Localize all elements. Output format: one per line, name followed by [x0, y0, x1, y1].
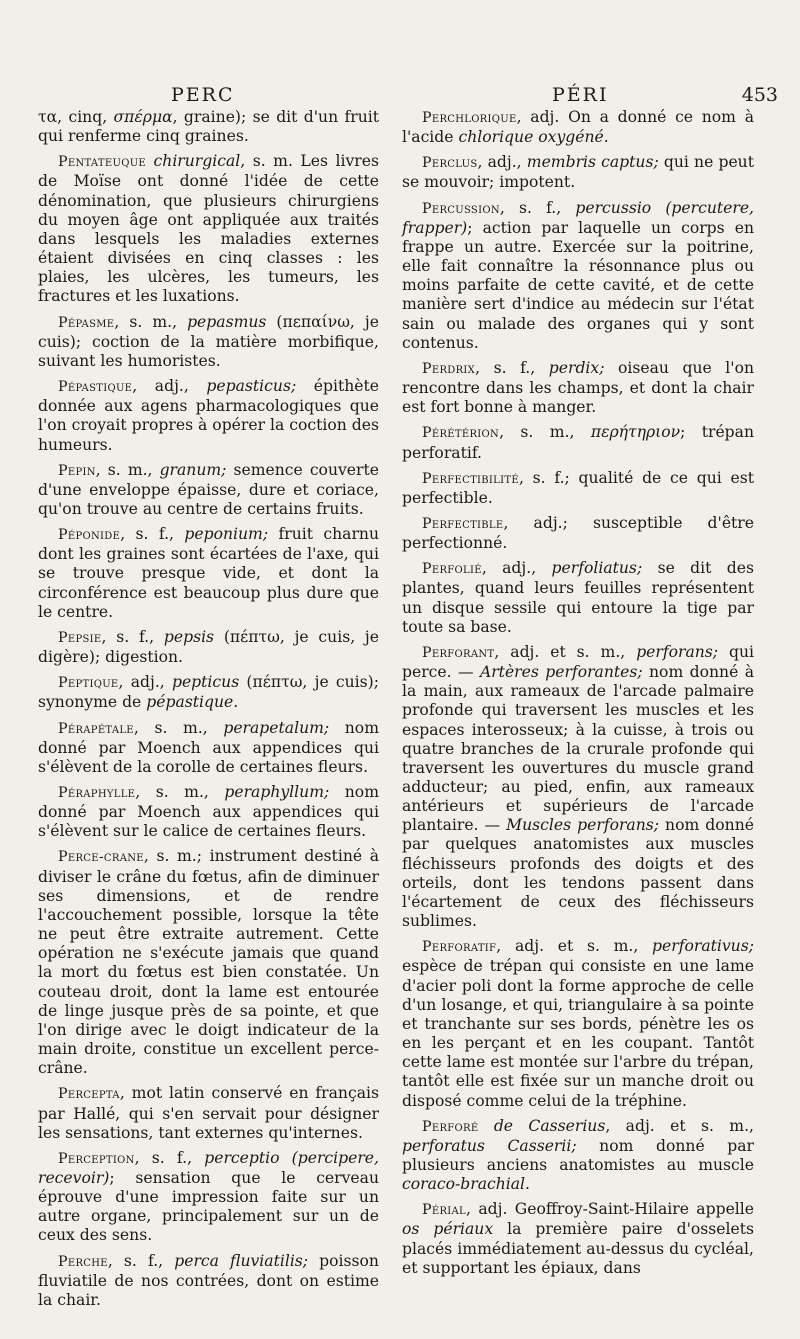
entry-text: , adj. et s. m., [605, 1116, 754, 1135]
entry-text: , s. m., [499, 423, 591, 442]
entry-italic-text: pepasticus; [206, 377, 297, 396]
entry-text: oiseau que l'on rencontre dans les champs, et dont la chair est fort bonne à manger. [402, 358, 755, 417]
entry-headword: Perforé [422, 1118, 479, 1135]
dictionary-entry [38, 525, 379, 622]
entry-text [146, 152, 154, 170]
dictionary-entry [38, 628, 379, 667]
entry-headword: Pépastique [58, 379, 133, 396]
entry-italic-text: perforans; [636, 642, 719, 661]
entry-headword: Péponide [58, 527, 121, 544]
entry-headword: Pérétérion [422, 425, 500, 442]
entry-text: qui ne peut se mouvoir; impotent. [402, 153, 754, 192]
entry-headword: Pentateuque [58, 154, 147, 171]
entry-headword: Percussion [422, 200, 500, 217]
entry-text: , s. m., [95, 460, 160, 479]
dictionary-entry [402, 559, 754, 637]
entry-headword: Périal [422, 1202, 466, 1219]
entry-italic-text: granum; [159, 460, 227, 479]
entry-text: , s. f., [120, 525, 185, 544]
entry-text: ; trépan perforatif. [402, 423, 754, 462]
entry-text: , adj. et s. m., [494, 642, 637, 661]
entry-text: , s. f., [101, 627, 164, 646]
entry-text: nom donné par Moench aux appendices qui s'élèvent de la corolle de certaines fleurs. [38, 718, 379, 776]
entry-text: , s. f.; qualité de ce qui est perfectible. [402, 468, 754, 507]
dictionary-entry [38, 673, 379, 712]
entry-italic-text: pepticus [171, 673, 240, 692]
entry-text: nom donné par plusieurs anciens anatomistes au muscle [402, 1136, 754, 1174]
entry-text: , mot latin conservé en français par Hallé, qui s'en servait pour désigner les sensations, tant externes qu'internes. [38, 1084, 379, 1142]
page-number: 453 [741, 84, 778, 106]
entry-text: épithète donnée aux agens pharmacologiques que l'on croyait propres à opérer la coction des humeurs. [38, 377, 380, 454]
dictionary-entry [402, 153, 754, 192]
entry-italic-text: peraphyllum; [224, 783, 330, 801]
entry-text: , s. f., [475, 358, 549, 377]
entry-text: semence couverte d'une enveloppe épaisse, dure et coriace, qu'on trouve au centre de certains fruits. [38, 460, 379, 518]
entry-headword: Perdrix [422, 360, 476, 377]
entry-text: , s. m.; instrument destiné à diviser le crâne du fœtus, afin de diminuer ses dimensions, et de rendre l'accouchement possible, lorsque la tête ne peut être extraite autrement. Cette opération ne s'exécute jamais que quand la mort du fœtus est bien constatée. Un couteau droit, dont la lame est entourée de linge jusque près de sa pointe, et que l'on dirige avec le doigt indicateur de la main droite, constitue un excellent perce-crâne. [38, 847, 379, 1078]
dictionary-entry [402, 359, 754, 417]
entry-italic-text: perfoliatus; [551, 559, 643, 578]
entry-text: ; sensation que le cerveau éprouve d'une impression faite sur un autre organe, principalement sur un de ceux des sens. [38, 1168, 379, 1245]
entry-italic-text: perforativus; [652, 937, 754, 956]
entry-text: , s. m. Les livres de Moïse ont donné l'idée de cette dénomination, que plusieurs chirurgiens du moyen âge ont appliquée aux traités dans lesquels les maladies externes étaient divisées en cinq classes : les plaies, les ulcères, les tumeurs, les fractures et les luxations. [38, 152, 379, 306]
dictionary-entry [402, 937, 754, 1110]
dictionary-entry [38, 1149, 379, 1246]
entry-italic-text: percussio (percutere, frapper) [402, 198, 754, 237]
entry-headword: Péraphylle [58, 785, 136, 801]
entry-text [478, 1117, 493, 1135]
entry-italic-text: peponium; [184, 525, 269, 544]
entry-headword: Perfectibilité [422, 470, 519, 487]
dictionary-entry [402, 514, 754, 553]
entry-text: , adj. Geoffroy-Saint-Hilaire appelle [466, 1200, 754, 1219]
entry-text: , adj., [132, 377, 207, 396]
entry-headword: Perchlorique [422, 110, 517, 126]
entry-italic-text: perapetalum; [223, 718, 330, 737]
entry-headword: Pépasme [58, 314, 115, 331]
dictionary-entry [38, 152, 379, 306]
dictionary-entry [38, 461, 379, 519]
entry-headword: Peptique [58, 675, 119, 692]
entry-headword: Perforatif [422, 939, 497, 956]
entry-text: , s. m., [133, 718, 224, 737]
dictionary-entry [402, 108, 754, 147]
left-column [38, 108, 379, 1316]
entry-text: , s. m., [135, 783, 225, 801]
entry-italic-text: perforatus Casserii; [402, 1136, 577, 1155]
dictionary-entry [38, 1252, 379, 1310]
entry-headword: Perce-crane [58, 849, 144, 866]
entry-italic-text: pépastique. [146, 693, 239, 712]
entry-text: τα, cinq, [38, 108, 114, 126]
entry-text: (πέπτω, je cuis, je digère); digestion. [38, 627, 379, 667]
entry-italic-text: perca fluviatilis; [174, 1251, 309, 1270]
dictionary-entry [38, 847, 379, 1078]
entry-text: , adj., [481, 559, 552, 578]
entry-italic-text: coraco-brachial. [402, 1175, 531, 1194]
dictionary-entry [402, 469, 754, 508]
entry-text: (πεπαίνω, je cuis); coction de la matière morbifique, suivant les humoristes. [38, 312, 379, 370]
entry-headword: Perforant [422, 644, 495, 661]
dictionary-entry [38, 377, 379, 455]
entry-text: la première paire d'osselets placés immédiatement au-dessus du cycléal, et supportant les épiaux, dans [402, 1220, 754, 1277]
right-column [402, 108, 754, 1284]
entry-italic-text: chirurgical [153, 152, 241, 171]
dictionary-entry [38, 719, 379, 777]
entry-headword: Perfolié [422, 561, 482, 578]
dictionary-entry [402, 643, 754, 931]
entry-text: (πέπτω, je cuis); synonyme de [38, 673, 379, 712]
dictionary-entry [38, 313, 379, 371]
entry-text: , s. f., [499, 198, 576, 217]
entry-italic-text: perdix; [548, 358, 605, 377]
entry-italic-text: Muscles perforans; [506, 816, 660, 835]
running-header-right: PÉRI [552, 84, 609, 106]
dictionary-entry [402, 1117, 754, 1195]
entry-text: nom donné par quelques anatomistes aux muscles fléchisseurs profonds des doigts et des orteils, dont les tendons passent dans l'écartement de ceux des fléchisseurs sublimes. [402, 816, 754, 931]
entry-text: poisson fluviatile de nos contrées, dont on estime la chair. [38, 1251, 379, 1309]
entry-italic-text: membris captus; [526, 153, 659, 172]
entry-italic-text: pepsis [163, 627, 215, 646]
dictionary-entry [38, 1084, 379, 1142]
dictionary-entry [402, 1200, 754, 1278]
entry-text: , adj. On a donné ce nom à l'acide [402, 108, 754, 147]
entry-italic-text: os périaux [402, 1220, 494, 1239]
dictionary-entry [38, 108, 379, 146]
entry-headword: Pérapétale [58, 720, 134, 737]
entry-headword: Pepsie [58, 629, 102, 646]
dictionary-entry [38, 783, 379, 841]
entry-headword: Perche [58, 1253, 108, 1270]
entry-text: , s. f., [107, 1251, 175, 1270]
entry-italic-text: περήτηριον [590, 423, 681, 442]
entry-headword: Percepta [58, 1086, 120, 1103]
dictionary-entry [402, 199, 754, 353]
entry-italic-text: perceptio (percipere, recevoir) [38, 1148, 379, 1187]
entry-headword: Perfectible [422, 515, 504, 532]
entry-text: qui perce. — [402, 642, 754, 682]
entry-text: nom donné à la main, aux rameaux de l'arcade palmaire profonde qui traversent les muscles et les espaces interosseux; à la cuisse, à trois ou quatre branches de la crurale profonde qui traversent les ouvertures du muscle grand adducteur; au pied, enfin, aux rameaux antérieurs et supérieurs de l'arcade plantaire. — [402, 663, 754, 835]
entry-italic-text: pepasmus [187, 312, 267, 331]
entry-text: fruit charnu dont les graines sont écartées de l'axe, qui se trouve presque vide, et dont la circonférence est beaucoup plus dure que le centre. [38, 525, 379, 621]
entry-text: espèce de trépan qui consiste en une lame d'acier poli dont la forme approche de celle d'un losange, et qui, triangulaire à sa pointe et tranchante sur ses bords, pénètre les os en les perçant et en les coupant. Tantôt cette lame est montée sur l'arbre du trépan, tantôt elle est fixée sur un manche droit ou disposé comme celui de la tréphine. [402, 957, 754, 1110]
entry-text: , s. f., [134, 1148, 205, 1167]
entry-italic-text: chlorique oxygéné. [458, 128, 609, 147]
entry-italic-text: σπέρμα [113, 108, 173, 126]
entry-italic-text: Artères perforantes; [479, 663, 643, 682]
entry-headword: Perclus [422, 155, 478, 172]
entry-text: , adj., [118, 673, 172, 692]
entry-headword: Perception [58, 1150, 135, 1167]
entry-text: ; action par laquelle un corps en frappe un autre. Exercée sur la poitrine, elle fait connaître la résonnance plus ou moins parfaite de cette cavité, et de cette manière sert d'indice au médecin sur l'état sain ou malade des organes qui y sont contenus. [402, 218, 754, 352]
entry-text: , adj.; susceptible d'être perfectionné. [402, 513, 754, 553]
dictionary-entry [402, 423, 754, 462]
entry-italic-text: de Casserius [493, 1116, 606, 1135]
entry-headword: Pepin [58, 462, 96, 479]
entry-text: , s. m., [114, 312, 188, 331]
entry-text: , adj. et s. m., [496, 937, 653, 956]
entry-text: se dit des plantes, quand leurs feuilles représentent un disque sessile qui entoure la tige par toute sa base. [402, 559, 754, 636]
entry-text: , graine); se dit d'un fruit qui renferme cinq graines. [38, 108, 380, 146]
entry-text: nom donné par Moench aux appendices qui s'élèvent sur le calice de certaines fleurs. [38, 783, 379, 841]
running-header-left: PERC [171, 84, 235, 106]
entry-text: , adj., [477, 153, 527, 172]
